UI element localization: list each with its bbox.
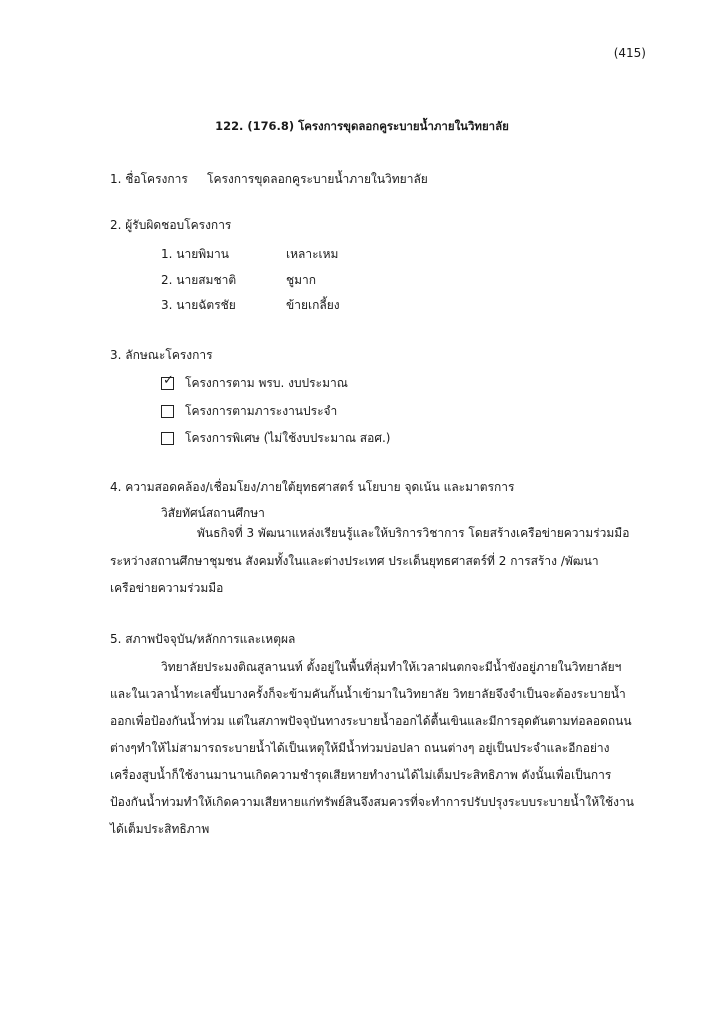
vision-subheading: วิสัยทัศน์สถานศึกษา: [161, 506, 265, 520]
section-2-heading: 2. ผู้รับผิดชอบโครงการ: [110, 218, 232, 232]
paragraph-line: ต่างๆทำให้ไม่สามารถระบายน้ำได้เป็นเหตุให้มีน้ำท่วมบ่อปลา ถนนต่างๆ อยู่เป็นประจำและอีกอย่าง: [110, 741, 610, 755]
project-type-label: โครงการตามภาระงานประจำ: [185, 404, 338, 418]
responsible-person-name: 1. นายพิมาน: [161, 247, 229, 261]
project-type-option: [161, 374, 348, 393]
section-5-heading: 5. สภาพปัจจุบัน/หลักการและเหตุผล: [110, 632, 296, 646]
document-title: 122. (176.8) โครงการขุดลอกคูระบายน้ำภายในวิทยาลัย: [215, 119, 509, 133]
responsible-person-name: 3. นายฉัตรชัย: [161, 298, 236, 312]
section-3-heading: 3. ลักษณะโครงการ: [110, 348, 213, 362]
project-type-option: [161, 402, 337, 421]
responsible-person-name: 2. นายสมชาติ: [161, 273, 237, 287]
project-type-label: โครงการพิเศษ (ไม่ใช้งบประมาณ สอศ.): [185, 431, 391, 445]
responsible-person-surname: ชูมาก: [286, 273, 317, 287]
paragraph-line: ออกเพื่อป้องกันน้ำท่วม แต่ในสภาพปัจจุบันทางระบายน้ำออกได้ตื้นเขินและมีการอุดตันตามท่อลอดถนน: [110, 714, 632, 728]
section-4-heading: 4. ความสอดคล้อง/เชื่อมโยง/ภายใต้ยุทธศาสตร์ นโยบาย จุดเน้น และมาตรการ: [110, 480, 515, 494]
paragraph-line: ระหว่างสถานศึกษาชุมชน สังคมทั้งในและต่างประเทศ ประเด็นยุทธศาสตร์ที่ 2 การสร้าง /พัฒนา: [110, 554, 599, 568]
project-type-label: โครงการตาม พรบ. งบประมาณ: [185, 376, 348, 390]
section-1-heading: 1. ชื่อโครงการ: [110, 172, 188, 186]
responsible-person-surname: ข้ายเกลี้ยง: [286, 298, 340, 312]
checkbox-checked-icon: ✓: [163, 373, 174, 388]
paragraph-line: และในเวลาน้ำทะเลขึ้นบางครั้งก็จะข้ามคันกั้นน้ำเข้ามาในวิทยาลัย วิทยาลัยจึงจำเป็นจะต้องระบายน้ำ: [110, 687, 626, 701]
checkbox-empty-icon: [161, 405, 174, 418]
page-number: (415): [613, 46, 646, 60]
project-name: โครงการขุดลอกคูระบายน้ำภายในวิทยาลัย: [207, 172, 428, 186]
paragraph-line: วิทยาลัยประมงติณสูลานนท์ ตั้งอยู่ในพื้นที่ลุ่มทำให้เวลาฝนตกจะมีน้ำขังอยู่ภายในวิทยาลัยฯ: [161, 660, 622, 674]
paragraph-line: เครื่องสูบน้ำก็ใช้งานมานานเกิดความชำรุดเสียหายทำงานได้ไม่เต็มประสิทธิภาพ ดังนั้นเพื่อเป็นการ: [110, 768, 612, 782]
paragraph-line: ป้องกันน้ำท่วมทำให้เกิดความเสียหายแก่ทรัพย์สินจึงสมควรที่จะทำการปรับปรุงระบบระบายน้ำให้ใช้งาน: [110, 795, 634, 809]
paragraph-line: เครือข่ายความร่วมมือ: [110, 581, 224, 595]
project-type-option: [161, 429, 390, 448]
responsible-person-surname: เหลาะเหม: [286, 247, 339, 261]
paragraph-line: ได้เต็มประสิทธิภาพ: [110, 822, 210, 836]
paragraph-line: พันธกิจที่ 3 พัฒนาแหล่งเรียนรู้และให้บริการวิชาการ โดยสร้างเครือข่ายความร่วมมือ: [197, 526, 630, 540]
checkbox-empty-icon: [161, 432, 174, 445]
